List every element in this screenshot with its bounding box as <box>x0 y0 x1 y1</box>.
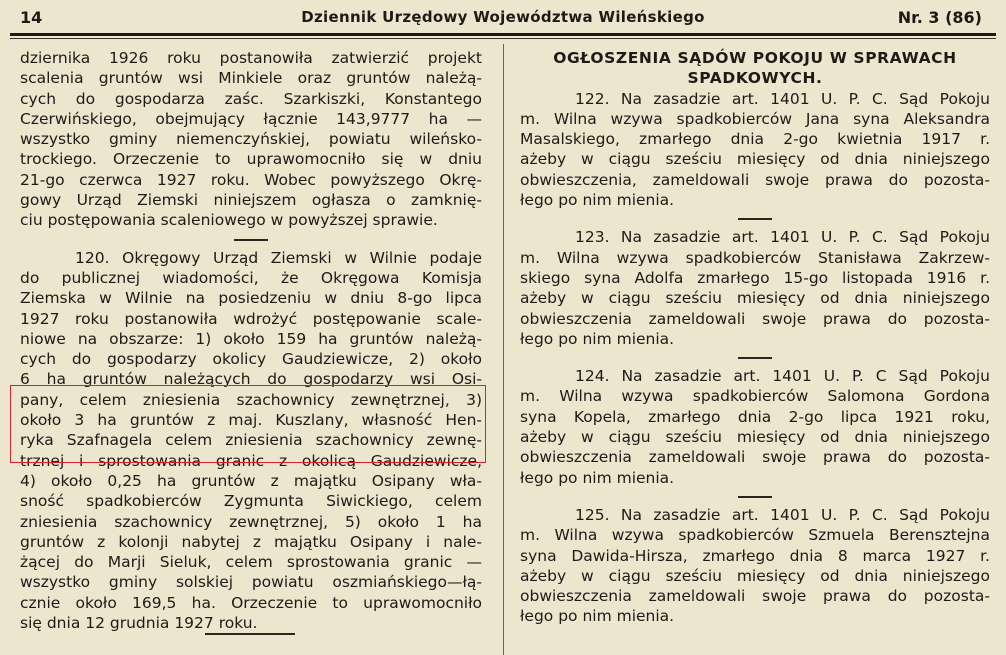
section-separator <box>20 231 482 248</box>
text-line: syna Dawida-Hirsza, zmarłego dnia 8 marca 1927 r. <box>520 546 990 565</box>
notice-124 <box>520 366 990 488</box>
text-line: 123. Na zasadzie art. 1401 U. P. C. Sąd Pokoju <box>575 228 990 247</box>
text-line: skiego syna Adolfa zmarłego 15-go listopada 1916 r. <box>520 268 990 287</box>
heading-line: OGŁOSZENIA SĄDÓW POKOJU W SPRAWACH <box>553 49 957 67</box>
text-line: ażeby w ciągu sześciu miesięcy od dnia niniejszego <box>520 566 990 585</box>
text-line: trznej i sprostowania granic z okolicą Gaudziewicze, <box>20 451 482 470</box>
text-line: wszystko gminy niemenczyńskiej, powiatu wileńsko- <box>20 130 482 149</box>
text-line: 1927 roku postanowiła wdrożyć postępowanie scale- <box>20 309 482 328</box>
right-column <box>520 48 990 627</box>
text-line: Ziemska w Wilnie na posiedzeniu w dniu 8-go lipca <box>20 289 482 308</box>
header-rule-thin <box>10 38 996 39</box>
section-heading <box>520 48 990 89</box>
text-line: 125. Na zasadzie art. 1401 U. P. C. Sąd Pokoju <box>575 505 990 524</box>
issue-number: Nr. 3 (86) <box>897 8 982 27</box>
text-line: sność spadkobierców Zygmunta Siwickiego, celem <box>20 492 482 511</box>
text-line: m. Wilna wzywa spadkobierców Szmuela Berensztejna <box>520 526 990 545</box>
column-divider <box>503 44 504 655</box>
text-line: łego po nim mienia. <box>520 468 675 487</box>
notice-122 <box>520 89 990 211</box>
text-line: gruntów z kolonji nabytej z majątku Osipany i nale- <box>20 532 482 551</box>
text-line: Masalskiego, zmarłego dnia 2-go kwietnia 1917 r. <box>520 130 990 149</box>
text-line: 4) około 0,25 ha gruntów z majątku Osipany wła- <box>20 471 482 490</box>
page-number: 14 <box>20 8 43 27</box>
text-line: zniesienia szachownicy zewnętrznej, 5) około 1 ha <box>20 512 482 531</box>
left-column <box>20 48 482 633</box>
text-line: scalenia gruntów wsi Minkiele oraz gruntów należą- <box>20 69 482 88</box>
text-line: łego po nim mienia. <box>520 191 675 210</box>
text-line: obwieszczenia zameldowali swoje prawa do pozosta- <box>520 448 990 467</box>
text-line: 21-go czerwca 1927 roku. Wobec powyższego Okrę- <box>20 170 482 189</box>
text-line: do publicznej wiadomości, że Okręgowa Komisja <box>20 268 482 287</box>
text-line: łego po nim mienia. <box>520 607 675 626</box>
continued-notice <box>20 48 482 231</box>
text-line: dziernika 1926 roku postanowiła zatwierzić projekt <box>20 49 482 67</box>
text-line: 120. Okręgowy Urząd Ziemski w Wilnie podaje <box>75 248 482 267</box>
heading-line: SPADKOWYCH. <box>687 69 823 88</box>
section-separator <box>520 488 990 505</box>
text-line: cznie około 169,5 ha. Orzeczenie to uprawomocniło <box>20 593 482 612</box>
text-line: trockiego. Orzeczenie to uprawomocniło się w dniu <box>20 150 482 169</box>
text-line: gowy Urząd Ziemski niniejszem ogłasza o zamknię- <box>20 191 482 210</box>
text-line: wszystko gminy solskiej powiatu oszmiańskiego—łą- <box>20 573 482 592</box>
text-line: Czerwińskiego, obejmujący łącznie 143,9777 ha — <box>20 109 482 128</box>
text-line: m. Wilna wzywa spadkobierców Salomona Gordona <box>520 387 990 406</box>
publication-title: Dziennik Urzędowy Województwa Wileńskiego <box>301 8 705 26</box>
text-line: obwieszczenia, zameldowali swoje prawa do pozosta- <box>520 170 990 189</box>
text-line: 122. Na zasadzie art. 1401 U. P. C. Sąd Pokoju <box>575 89 990 108</box>
text-line: 6 ha gruntów należących do gospodarzy wsi Osi- <box>20 370 482 389</box>
notice-123 <box>520 227 990 349</box>
text-line: żącej do Marji Sieluk, celem sprostowania granic — <box>20 553 482 572</box>
text-line: około 3 ha gruntów z maj. Kuszlany, własność Hen- <box>20 411 482 430</box>
text-line: cych do gospodarzy okolicy Gaudziewicze, 2) około <box>20 350 482 369</box>
text-line: niowe na obszarze: 1) około 159 ha gruntów należą- <box>20 329 482 348</box>
text-line: pany, celem zniesienia szachownicy zewnętrznej, 3) <box>20 390 482 409</box>
text-line: cych do gospodarza zaśc. Szarkiszki, Konstantego <box>20 89 482 108</box>
text-line: ażeby w ciągu sześciu miesięcy od dnia niniejszego <box>520 428 990 447</box>
text-line: m. Wilna wzywa spadkobierców Jana syna Aleksandra <box>520 109 990 128</box>
text-line: obwieszczenia zameldowali swoje prawa do pozosta- <box>520 587 990 606</box>
text-line: się dnia 12 grudnia 1927 roku. <box>20 614 258 633</box>
header-rule <box>10 33 996 36</box>
text-line: ryka Szafnagela celem zniesienia szachownicy zewnę- <box>20 431 482 450</box>
text-line: 124. Na zasadzie art. 1401 U. P. C Sąd Pokoju <box>575 367 990 386</box>
text-line: ciu postępowania scaleniowego w powyższej sprawie. <box>20 211 438 230</box>
text-line: łego po nim mienia. <box>520 329 675 348</box>
end-rule <box>205 633 295 635</box>
section-separator <box>520 349 990 366</box>
page-header <box>0 0 1006 36</box>
section-separator <box>520 210 990 227</box>
text-line: ażeby w ciągu sześciu miesięcy od dnia niniejszego <box>520 289 990 308</box>
highlight-box <box>10 385 486 463</box>
text-line: m. Wilna wzywa spadkobierców Stanisława Zakrzew- <box>520 248 990 267</box>
text-line: syna Kopela, zmarłego dnia 2-go lipca 1921 roku, <box>520 407 990 426</box>
notice-125 <box>520 505 990 627</box>
text-line: obwieszczenia zameldowali swoje prawa do pozosta- <box>520 309 990 328</box>
text-line: ażeby w ciągu sześciu miesięcy od dnia niniejszego <box>520 150 990 169</box>
